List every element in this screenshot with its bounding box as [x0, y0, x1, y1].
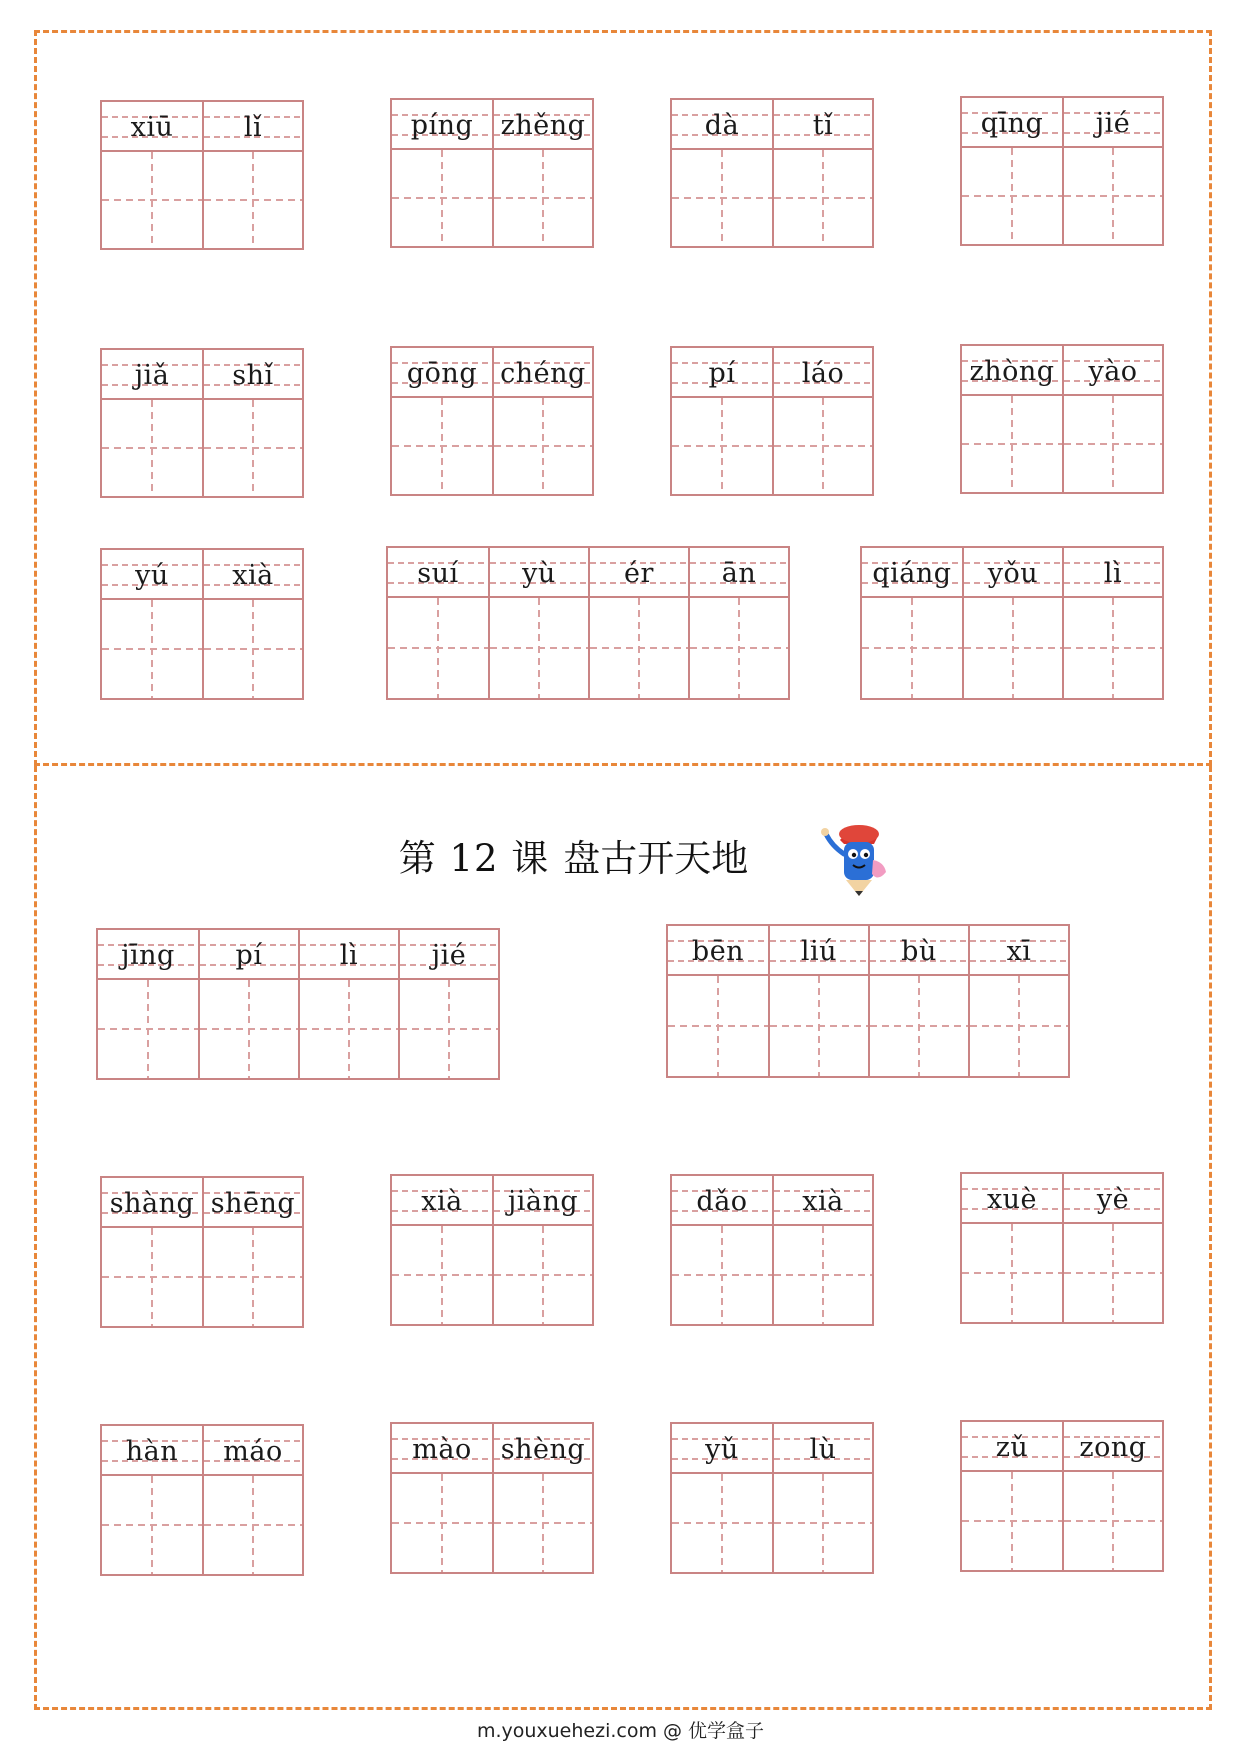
writing-grid[interactable]	[388, 598, 488, 698]
word-box	[670, 98, 874, 248]
char-cell	[1062, 346, 1162, 492]
writing-grid[interactable]	[102, 600, 202, 698]
writing-grid[interactable]	[690, 598, 788, 698]
pencil-mascot-icon	[818, 812, 898, 900]
pinyin-label: hàn	[102, 1426, 202, 1476]
char-cell	[102, 1178, 202, 1326]
char-cell	[102, 550, 202, 698]
writing-grid[interactable]	[392, 1474, 492, 1572]
char-cell	[862, 548, 962, 698]
char-cell	[1062, 1422, 1162, 1570]
pinyin-label: jié	[1064, 98, 1162, 148]
writing-grid[interactable]	[392, 398, 492, 494]
writing-grid[interactable]	[962, 1224, 1062, 1322]
writing-grid[interactable]	[102, 1228, 202, 1326]
pinyin-label: xiū	[102, 102, 202, 152]
writing-grid[interactable]	[102, 1476, 202, 1574]
pinyin-label: pí	[200, 930, 298, 980]
char-cell	[772, 1424, 872, 1572]
word-box	[390, 346, 594, 496]
word-box	[860, 546, 1164, 700]
word-box	[390, 1422, 594, 1574]
writing-grid[interactable]	[590, 598, 688, 698]
pinyin-label: jié	[400, 930, 498, 980]
pinyin-label: píng	[392, 100, 492, 150]
pinyin-label: suí	[388, 548, 488, 598]
pinyin-label: máo	[204, 1426, 302, 1476]
pinyin-label: dǎo	[672, 1176, 772, 1226]
pinyin-label: shàng	[102, 1178, 202, 1228]
writing-grid[interactable]	[494, 1226, 592, 1324]
char-cell	[392, 1176, 492, 1324]
word-box	[100, 1424, 304, 1576]
char-cell	[772, 348, 872, 494]
pinyin-label: láo	[774, 348, 872, 398]
char-cell	[962, 1422, 1062, 1570]
pinyin-label: lì	[1064, 548, 1162, 598]
pinyin-label: xī	[970, 926, 1068, 976]
char-cell	[202, 1178, 302, 1326]
char-cell	[962, 1174, 1062, 1322]
writing-grid[interactable]	[494, 150, 592, 246]
pinyin-label: yú	[102, 550, 202, 600]
writing-grid[interactable]	[204, 600, 302, 698]
pinyin-label: zhòng	[962, 346, 1062, 396]
word-box	[960, 344, 1164, 494]
word-box	[386, 546, 790, 700]
char-cell	[672, 1176, 772, 1324]
char-cell	[298, 930, 398, 1078]
writing-grid[interactable]	[672, 150, 772, 246]
char-cell	[962, 548, 1062, 698]
writing-grid[interactable]	[300, 980, 398, 1078]
pinyin-label: qiáng	[862, 548, 962, 598]
writing-grid[interactable]	[102, 400, 202, 496]
writing-grid[interactable]	[1064, 148, 1162, 244]
char-cell	[102, 1426, 202, 1574]
writing-grid[interactable]	[204, 1476, 302, 1574]
pinyin-label: yào	[1064, 346, 1162, 396]
writing-grid[interactable]	[668, 976, 768, 1076]
word-box	[960, 96, 1164, 246]
pinyin-label: yù	[490, 548, 588, 598]
writing-grid[interactable]	[400, 980, 498, 1078]
char-cell	[398, 930, 498, 1078]
writing-grid[interactable]	[200, 980, 298, 1078]
footer-source: m.youxuehezi.com @ 优学盒子	[476, 1720, 765, 1742]
writing-grid[interactable]	[970, 976, 1068, 1076]
char-cell	[202, 350, 302, 496]
pinyin-label: xuè	[962, 1174, 1062, 1224]
char-cell	[392, 1424, 492, 1572]
pinyin-label: lǐ	[204, 102, 302, 152]
char-cell	[388, 548, 488, 698]
writing-grid[interactable]	[1064, 1472, 1162, 1570]
writing-grid[interactable]	[774, 1474, 872, 1572]
word-box	[390, 1174, 594, 1326]
char-cell	[668, 926, 768, 1076]
char-cell	[102, 102, 202, 248]
lesson-number: 第 12 课	[398, 837, 550, 880]
word-box	[100, 548, 304, 700]
pinyin-label: zhěng	[494, 100, 592, 150]
writing-grid[interactable]	[964, 598, 1062, 698]
word-box	[960, 1420, 1164, 1572]
writing-grid[interactable]	[204, 1228, 302, 1326]
char-cell	[392, 100, 492, 246]
word-box	[100, 348, 304, 498]
writing-grid[interactable]	[204, 400, 302, 496]
writing-grid[interactable]	[494, 398, 592, 494]
char-cell	[1062, 1174, 1162, 1322]
word-box	[666, 924, 1070, 1078]
char-cell	[492, 100, 592, 246]
writing-grid[interactable]	[1064, 396, 1162, 492]
char-cell	[962, 346, 1062, 492]
pinyin-label: zong	[1064, 1422, 1162, 1472]
pinyin-label: yè	[1064, 1174, 1162, 1224]
pinyin-label: jīng	[98, 930, 198, 980]
char-cell	[588, 548, 688, 698]
pinyin-label: gōng	[392, 348, 492, 398]
pinyin-label: lù	[774, 1424, 872, 1474]
char-cell	[962, 98, 1062, 244]
char-cell	[492, 1176, 592, 1324]
pinyin-label: zǔ	[962, 1422, 1062, 1472]
pinyin-label: jiǎ	[102, 350, 202, 400]
writing-grid[interactable]	[1064, 598, 1162, 698]
word-box	[100, 1176, 304, 1328]
char-cell	[688, 548, 788, 698]
pinyin-label: xià	[392, 1176, 492, 1226]
pinyin-label: mào	[392, 1424, 492, 1474]
pinyin-label: yǔ	[672, 1424, 772, 1474]
writing-grid[interactable]	[490, 598, 588, 698]
pinyin-label: shǐ	[204, 350, 302, 400]
word-box	[670, 346, 874, 496]
char-cell	[672, 348, 772, 494]
char-cell	[772, 1176, 872, 1324]
char-cell	[772, 100, 872, 246]
pinyin-label: liú	[770, 926, 868, 976]
lesson-name: 盘古开天地	[563, 837, 749, 880]
writing-grid[interactable]	[672, 1226, 772, 1324]
word-box	[96, 928, 500, 1080]
pinyin-label: bù	[870, 926, 968, 976]
writing-grid[interactable]	[204, 152, 302, 248]
writing-grid[interactable]	[962, 1472, 1062, 1570]
writing-grid[interactable]	[774, 398, 872, 494]
writing-grid[interactable]	[870, 976, 968, 1076]
char-cell	[1062, 98, 1162, 244]
char-cell	[392, 348, 492, 494]
pinyin-label: jiàng	[494, 1176, 592, 1226]
char-cell	[202, 1426, 302, 1574]
lesson-title	[0, 830, 1241, 880]
word-box	[670, 1422, 874, 1574]
pinyin-label: shèng	[494, 1424, 592, 1474]
writing-grid[interactable]	[770, 976, 868, 1076]
writing-grid[interactable]	[392, 1226, 492, 1324]
pinyin-label: yǒu	[964, 548, 1062, 598]
char-cell	[492, 348, 592, 494]
writing-grid[interactable]	[98, 980, 198, 1078]
word-box	[960, 1172, 1164, 1324]
pinyin-label: tǐ	[774, 100, 872, 150]
pinyin-label: ér	[590, 548, 688, 598]
char-cell	[768, 926, 868, 1076]
char-cell	[492, 1424, 592, 1572]
char-cell	[488, 548, 588, 698]
writing-grid[interactable]	[774, 150, 872, 246]
writing-grid[interactable]	[392, 150, 492, 246]
char-cell	[1062, 548, 1162, 698]
writing-grid[interactable]	[774, 1226, 872, 1324]
writing-grid[interactable]	[962, 148, 1062, 244]
writing-grid[interactable]	[672, 1474, 772, 1572]
char-cell	[202, 102, 302, 248]
writing-grid[interactable]	[962, 396, 1062, 492]
pinyin-label: shēng	[204, 1178, 302, 1228]
char-cell	[868, 926, 968, 1076]
char-cell	[98, 930, 198, 1078]
word-box	[670, 1174, 874, 1326]
writing-grid[interactable]	[672, 398, 772, 494]
pinyin-label: bēn	[668, 926, 768, 976]
word-box	[390, 98, 594, 248]
pinyin-label: ān	[690, 548, 788, 598]
char-cell	[672, 100, 772, 246]
pinyin-label: pí	[672, 348, 772, 398]
pinyin-label: lì	[300, 930, 398, 980]
char-cell	[968, 926, 1068, 1076]
char-cell	[198, 930, 298, 1078]
writing-grid[interactable]	[1064, 1224, 1162, 1322]
pinyin-label: xià	[204, 550, 302, 600]
writing-grid[interactable]	[862, 598, 962, 698]
pinyin-label: dà	[672, 100, 772, 150]
char-cell	[102, 350, 202, 496]
writing-grid[interactable]	[494, 1474, 592, 1572]
char-cell	[202, 550, 302, 698]
char-cell	[672, 1424, 772, 1572]
writing-grid[interactable]	[102, 152, 202, 248]
pinyin-label: qīng	[962, 98, 1062, 148]
pinyin-label: chéng	[494, 348, 592, 398]
word-box	[100, 100, 304, 250]
pinyin-label: xià	[774, 1176, 872, 1226]
